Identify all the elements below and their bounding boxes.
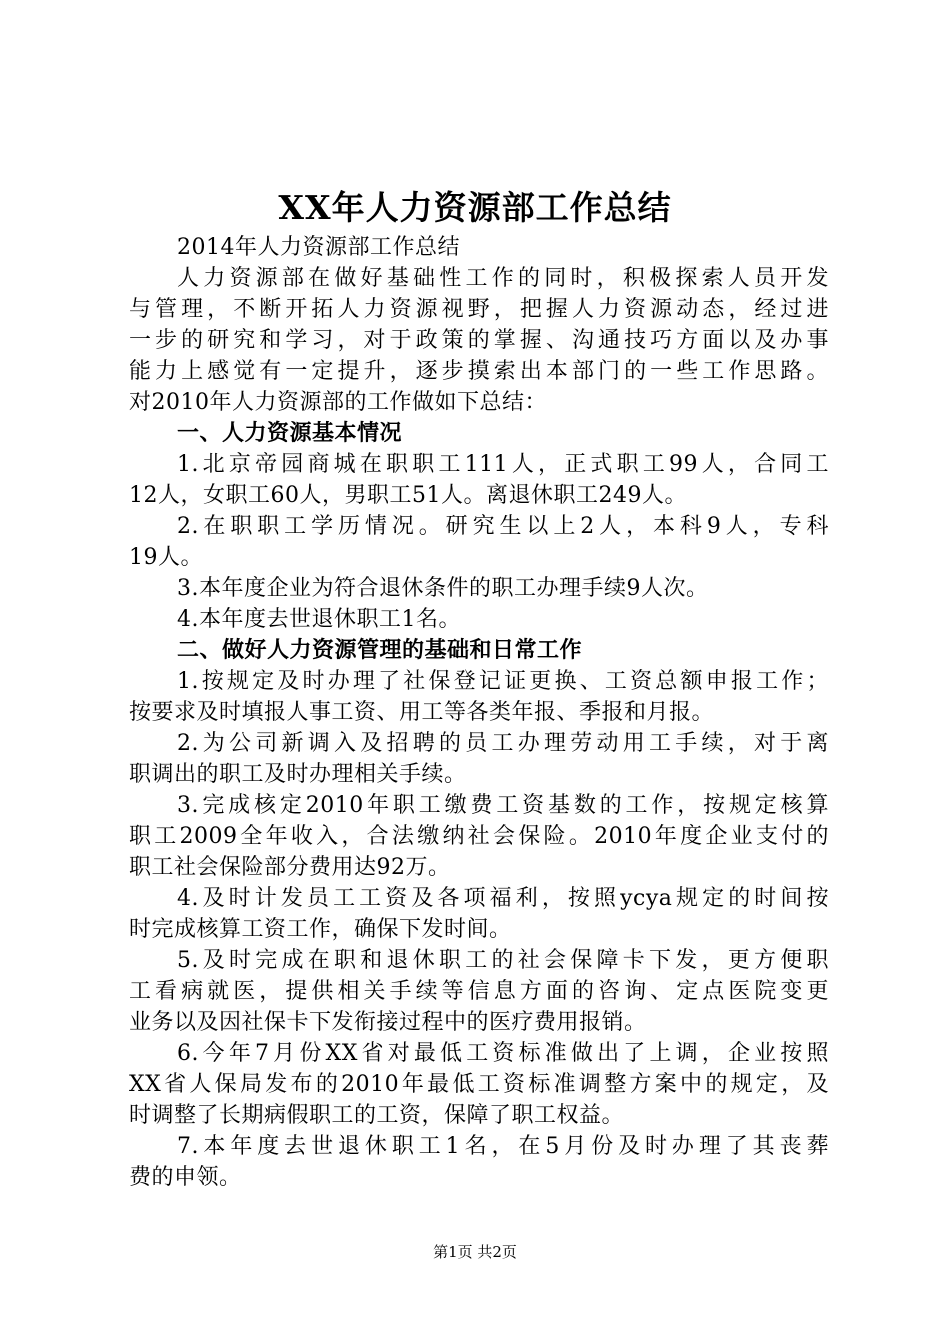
text-line: 按要求及时填报人事工资、用工等各类年报、季报和月报。 <box>129 700 715 725</box>
text-line: 1.北京帝园商城在职职工111人，正式职工99人，合同工 <box>177 452 829 477</box>
text-line: XX省人保局发布的2010年最低工资标准调整方案中的规定，及 <box>129 1072 829 1097</box>
text-line: 3.本年度企业为符合退休条件的职工办理手续9人次。 <box>177 576 709 601</box>
text-line: 职工2009全年收入，合法缴纳社会保险。2010年度企业支付的 <box>129 824 829 849</box>
text-line: 2014年人力资源部工作总结 <box>177 235 460 260</box>
text-line: 职工社会保险部分费用达92万。 <box>129 855 451 880</box>
text-line: 4.本年度去世退休职工1名。 <box>177 607 461 632</box>
text-line: 对2010年人力资源部的工作做如下总结： <box>129 390 547 415</box>
text-line: 2.为公司新调入及招聘的员工办理劳动用工手续，对于离 <box>177 731 829 756</box>
text-line: 12人，女职工60人，男职工51人。离退休职工249人。 <box>129 483 687 508</box>
page-footer: 第1页 共2页 <box>433 1243 517 1261</box>
text-line: 人力资源部在做好基础性工作的同时，积极探索人员开发 <box>177 266 829 291</box>
text-line: 3.完成核定2010年职工缴费工资基数的工作，按规定核算 <box>177 793 829 818</box>
section-heading: 一、人力资源基本情况 <box>177 420 403 446</box>
text-line: 4.及时计发员工工资及各项福利，按照ycya规定的时间按 <box>177 886 829 911</box>
text-line: 时调整了长期病假职工的工资，保障了职工权益。 <box>129 1103 625 1128</box>
text-line: 7.本年度去世退休职工1名，在5月份及时办理了其丧葬 <box>177 1134 829 1159</box>
text-line: 职调出的职工及时办理相关手续。 <box>129 762 467 787</box>
text-line: 费的申领。 <box>129 1165 242 1190</box>
text-line: 6.今年7月份XX省对最低工资标准做出了上调，企业按照 <box>177 1041 829 1066</box>
text-line: 1.按规定及时办理了社保登记证更换、工资总额申报工作； <box>177 669 829 694</box>
text-line: 2.在职职工学历情况。研究生以上2人，本科9人，专科 <box>177 514 829 539</box>
text-line: 19人。 <box>129 545 203 570</box>
text-line: 工看病就医，提供相关手续等信息方面的咨询、定点医院变更 <box>129 979 829 1004</box>
text-line: 能力上感觉有一定提升，逐步摸索出本部门的一些工作思路。 <box>129 359 829 384</box>
document-title: XX年人力资源部工作总结 <box>278 188 672 227</box>
text-line: 与管理，不断开拓人力资源视野，把握人力资源动态，经过进 <box>129 297 829 322</box>
text-line: 一步的研究和学习，对于政策的掌握、沟通技巧方面以及办事 <box>129 328 829 353</box>
section-heading: 二、做好人力资源管理的基础和日常工作 <box>177 637 583 663</box>
document-body <box>129 232 829 1193</box>
text-line: 5.及时完成在职和退休职工的社会保障卡下发，更方便职 <box>177 948 829 973</box>
text-line: 时完成核算工资工作，确保下发时间。 <box>129 917 512 942</box>
text-line: 业务以及因社保卡下发衔接过程中的医疗费用报销。 <box>129 1010 647 1035</box>
